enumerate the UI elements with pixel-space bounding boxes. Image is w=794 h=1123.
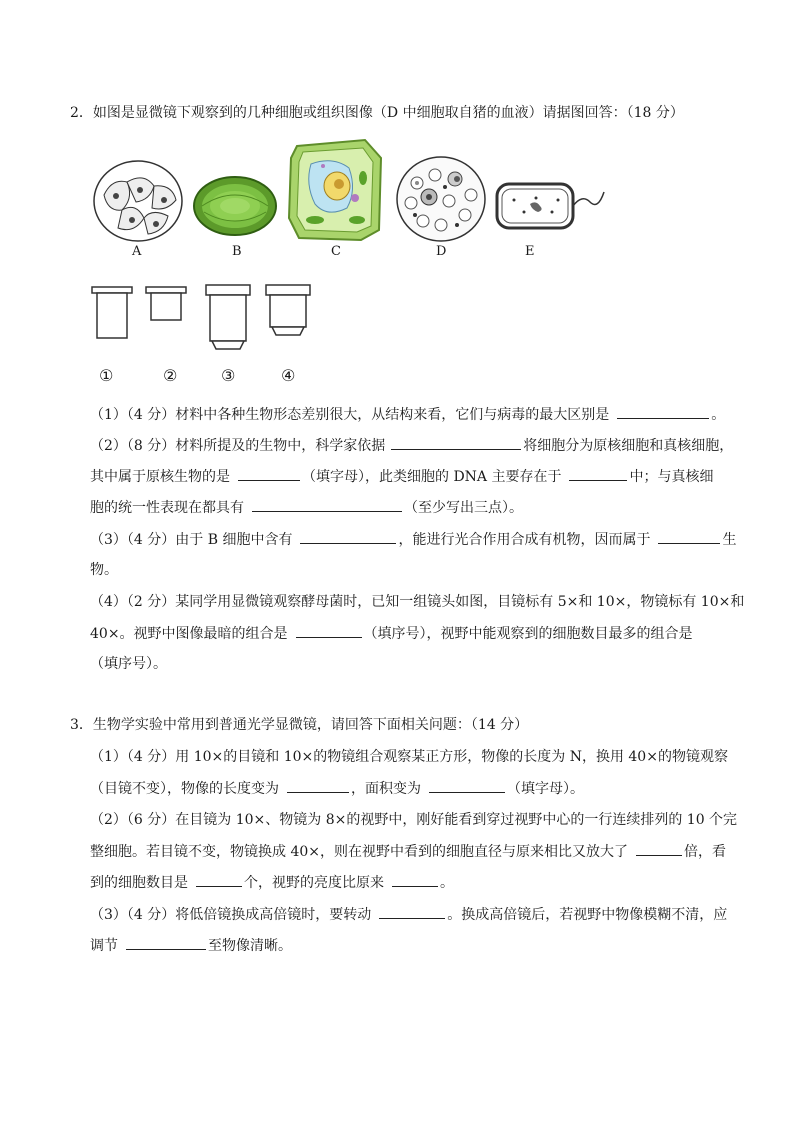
- q2-part3-text-a: （3）（4 分）由于 B 细胞中含有: [90, 532, 293, 548]
- figure-label-b: B: [232, 244, 242, 259]
- objective-long: [206, 285, 250, 349]
- q3-part3-line2: [90, 935, 292, 956]
- figure-label-c: C: [331, 244, 341, 259]
- figure-d-blood-cells: [395, 155, 487, 243]
- q2-part4-line2: [90, 623, 693, 644]
- answer-blank[interactable]: [238, 466, 300, 481]
- q2-part3-text-c: 生: [722, 532, 737, 548]
- q3-part2-line1: （2）（6 分）在目镜为 10×、物镜为 8×的视野中，刚好能看到穿过视野中心的一行连续排列的 10 个完: [90, 812, 738, 828]
- q3-part2-line2: [90, 841, 726, 862]
- answer-blank[interactable]: [391, 435, 521, 450]
- q3-part1-text-c: ，面积变为: [351, 781, 421, 797]
- lens-label-2: ②: [163, 366, 178, 385]
- q2-part4-text-c: （填序号），视野中能观察到的细胞数目最多的组合是: [363, 626, 693, 642]
- figure-a-animal-tissue: [92, 160, 184, 242]
- figure-e-bacterium: [494, 178, 610, 234]
- q2-part2-text-g: （至少写出三点）。: [404, 500, 523, 516]
- answer-blank[interactable]: [617, 404, 709, 419]
- answer-blank[interactable]: [429, 778, 505, 793]
- objective-short: [266, 285, 310, 335]
- q2-part2-text-c: 其中属于原核生物的是: [90, 469, 230, 485]
- q2-part3-text-b: ，能进行光合作用合成有机物，因而属于: [398, 532, 651, 548]
- q3-part2-text-f: 。: [440, 875, 454, 891]
- q2-part4-line3: （填序号）。: [90, 656, 167, 672]
- q2-part2-line2: [90, 466, 713, 487]
- q2-part1-text: （1）（4 分）材料中各种生物形态差别很大，从结构来看，它们与病毒的最大区别是: [90, 407, 610, 423]
- eyepiece-long: [92, 287, 132, 338]
- q3-part3-text-a: （3）（4 分）将低倍镜换成高倍镜时，要转动: [90, 907, 372, 923]
- answer-blank[interactable]: [287, 778, 349, 793]
- figure-c-plant-cell: [287, 138, 385, 242]
- q2-part1-end: 。: [711, 407, 726, 423]
- q2-part2-line1: [90, 435, 733, 456]
- answer-blank[interactable]: [636, 841, 682, 856]
- q3-part2-text-d: 到的细胞数目是: [90, 875, 188, 891]
- q3-part3-text-d: 至物像清晰。: [208, 938, 292, 954]
- q3-part3-line1: [90, 904, 727, 925]
- question-3-stem: 3．生物学实验中常用到普通光学显微镜，请回答下面相关问题：（14 分）: [70, 717, 529, 733]
- q3-part2-text-c: 倍，看: [684, 844, 726, 860]
- lens-diagram: [90, 283, 320, 355]
- lens-label-3: ③: [221, 366, 236, 385]
- q2-part1: [90, 404, 725, 425]
- q3-part3-text-b: 。换成高倍镜后，若视野中物像模糊不清，应: [447, 907, 728, 923]
- q2-part3-line1: [90, 529, 736, 550]
- answer-blank[interactable]: [126, 935, 206, 950]
- answer-blank[interactable]: [392, 872, 438, 887]
- eyepiece-short: [146, 287, 186, 320]
- q3-part2-line3: [90, 872, 454, 893]
- answer-blank[interactable]: [300, 529, 396, 544]
- lens-label-1: ①: [99, 366, 114, 385]
- q3-part3-text-c: 调节: [90, 938, 118, 954]
- answer-blank[interactable]: [379, 904, 445, 919]
- answer-blank[interactable]: [296, 623, 362, 638]
- lens-label-4: ④: [281, 366, 296, 385]
- q2-part2-text-b: 将细胞分为原核细胞和真核细胞，: [523, 438, 734, 454]
- q3-part2-text-b: 整细胞。若目镜不变，物镜换成 40×，则在视野中看到的细胞直径与原来相比又放大了: [90, 844, 628, 860]
- q2-part2-line3: [90, 497, 523, 518]
- q3-part1-text-d: （填字母）。: [507, 781, 584, 797]
- q2-part4-line1: （4）（2 分）某同学用显微镜观察酵母菌时，已知一组镜头如图，目镜标有 5×和 10×，物镜标有 10×和: [90, 594, 745, 610]
- q3-part1-line2: [90, 778, 584, 799]
- answer-blank[interactable]: [569, 466, 627, 481]
- answer-blank[interactable]: [252, 497, 402, 512]
- q3-part2-text-e: 个，视野的亮度比原来: [244, 875, 384, 891]
- q2-part2-text-a: （2）（8 分）材料所提及的生物中，科学家依据: [90, 438, 386, 454]
- q2-part3-line2: 物。: [90, 562, 118, 578]
- figure-label-e: E: [525, 244, 535, 259]
- answer-blank[interactable]: [196, 872, 242, 887]
- figure-label-d: D: [436, 244, 447, 259]
- q2-part2-text-d: （填字母），此类细胞的 DNA 主要存在于: [302, 469, 562, 485]
- q3-part1-text-b: （目镜不变），物像的长度变为: [90, 781, 279, 797]
- question-2-stem: 2．如图是显微镜下观察到的几种细胞或组织图像（D 中细胞取自猪的血液）请据图回答：（18 分）: [70, 105, 684, 121]
- q2-part4-text-b: 40×。视野中图像最暗的组合是: [90, 626, 288, 642]
- answer-blank[interactable]: [658, 529, 720, 544]
- q2-part2-text-f: 胞的统一性表现在都具有: [90, 500, 244, 516]
- figure-label-a: A: [132, 244, 142, 259]
- figure-b-plant-tissue: [192, 174, 278, 238]
- q2-part2-text-e: 中；与真核细: [629, 469, 714, 485]
- q3-part1-line1: （1）（4 分）用 10×的目镜和 10×的物镜组合观察某正方形，物像的长度为 N，换用 40×的物镜观察: [90, 749, 728, 765]
